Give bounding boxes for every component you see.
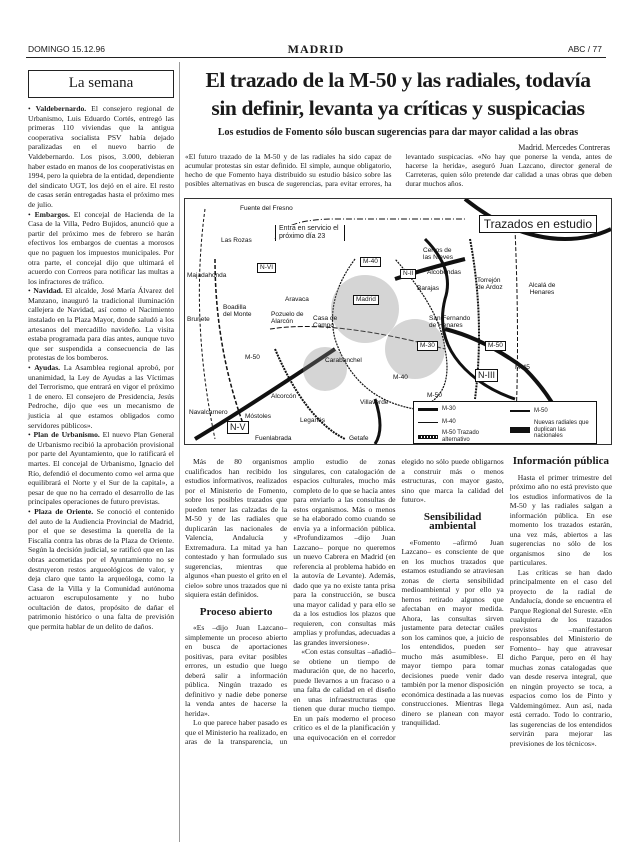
- issue-date: DOMINGO 15.12.96: [28, 44, 106, 54]
- brief-text: El nuevo Plan General de Urbanismo recibió la aprobación provisional por parte del Ayuntamiento, que lo ratificará el martes. El concejal de Urbanismo, Ignacio del Río, defendió el documento como «el arma que equilibrará el Norte y el Sur de la capital», a pesar de que no ha cerrado el desarrollo de las principales operaciones de futuro previstas.: [28, 430, 175, 507]
- brief-text: El consejero regional de Urbanismo, Luis Eduardo Cortés, entregó las primeras 110 viviendas que la antigua cooperativa socialista PSV había dejado paralizadas en el nuevo barrio de Valdebernardo. Los pisos, 3.000, debieran haber estado en manos de los cooperativistas en 1994, pero la quiebra de la entidad, dependiente del sindicato UGT, los dejó en el aire. El resto de casas serán entregadas hasta el próximo mes de julio.: [28, 104, 174, 209]
- column-divider: [179, 62, 180, 842]
- map-place-label: Boadilla del Monte: [223, 304, 252, 318]
- brief-lead: Plan de Urbanismo.: [33, 430, 100, 440]
- news-brief: • Plan de Urbanismo. El nuevo Plan General de Urbanismo recibió la aprobación provisional por parte del Ayuntamiento, que lo ratificará el martes. El concejal de Urbanismo, Ignacio del Río, defendió el documento como «el arma que equilibrará el Norte y el Sur de la capital», a pesar de que no ha cerrado el desarrollo de las principales operaciones de futuro previstas.: [28, 430, 175, 507]
- brief-lead: Plaza de Oriente.: [34, 506, 94, 516]
- road-badge: M-40: [360, 257, 381, 267]
- news-brief: • Ayudas. La Asamblea regional aprobó, por unanimidad, la Ley de Ayudas a las Víctimas del Terrorismo, que entrará en vigor el próximo 1 de enero. El consejero de Presidencia, Jesús Pedroche, dijo que «es un mecanismo de justicia al que estamos obligados como servidores públicos».: [28, 363, 175, 430]
- map-place-label: Móstoles: [245, 413, 272, 420]
- road-badge: M-30: [417, 341, 438, 351]
- legend-swatch: [510, 410, 530, 412]
- legend-label: Nuevas radiales que duplican las nacionales: [534, 420, 589, 439]
- paragraph: «Fomento –afirmó Juan Lazcano– es consciente de que en los muchos trazados que estamos estudiando se atraviesan zonas de cierta sensibilidad medioambiental y por ello ya hemos retirado algunos que afectaban en mayor medida. Ahora, las consultas sirven justamente para detectar cuáles son los caminos que, a juicio de los entendidos, pueden ser mucho más asumibles». El mayor tiempo para tomar decisiones puede venir dado también por la menor disposición económica destinada a las nuevas construcciones. Mientras llega dinero se planean con mayor tranquilidad.: [401, 537, 504, 727]
- brief-text: El alcalde, José María Álvarez del Manzano, inauguró la tradicional iluminación callejera de Navidad, así como el Nacimiento instalado en la Plaza Mayor, donde saludó a los artesanos del mercadillo navideño. La visita estaba programada para días antes, aunque tuvo que ser suspendida a consecuencia de las protestas de los bomberos.: [28, 286, 174, 363]
- map-place-label: Fuente del Fresno: [240, 205, 293, 212]
- route-map: [184, 198, 612, 445]
- legend-item: [418, 406, 456, 413]
- section-subhead: Proceso abierto: [199, 605, 273, 618]
- brief-text: El concejal de Hacienda de la Casa de la Villa, Pedro Bujidos, anunció que a partir del próximo mes de febrero se harán efectivos los embargos de cuentas a morosos que no paguen los impuestos municipales. Por otra parte, el concejal dijo que ultimará el acuerdo con Correos para notificar las multas a los infractores de tráfico.: [28, 209, 175, 286]
- paragraph: «Con estas consultas –añadió– se obtiene un tiempo de maduración que, de no hacerlo, puede llevarnos a un fracaso o a una falta de calidad en el diseño en unas infraestructuras que tienen que durar mucho tiempo. En un país moderno el proceso crítico es el de la planificación y una equivocación en el corredor elegido no sólo puede obligarnos a construir más o menos estructuras, con mayor gasto, sino que marca la calidad del futuro».: [293, 457, 504, 742]
- brief-lead: Valdebernardo.: [35, 104, 87, 113]
- legend-swatch: [510, 427, 530, 433]
- headline-line-1: El trazado de la M-50 y las radiales, todavía: [205, 68, 591, 92]
- road-badge: N-II: [400, 269, 416, 279]
- map-title: Trazados en estudio: [479, 215, 597, 233]
- map-place-label: Majadahonda: [187, 272, 227, 279]
- brief-lead: Navidad.: [33, 286, 63, 296]
- road-label: M-45: [515, 364, 530, 371]
- map-place-label: San Fernando de Henares: [429, 315, 471, 329]
- map-place-label: Alcorcón: [271, 393, 297, 400]
- brief-text: Se conoció el contenido del auto de la Audiencia Provincial de Madrid, por el que se desestima la querella de la Fiscalía contra las obras de la Plaza de Oriente. Según la decisión judicial, se ratificó que en las obras acometidas por el Ayuntamiento no se destruyeron restos arqueológicos de valor, y deja claro que tanto la arqueóloga, como la Casa de la Villa y la Comunidad autónoma actuaron escrupulosamente y no hubo ocultación de datos, propósito de dañar el patrimonio histórico o una falta de previsión que permita hablar de un delito de daños.: [28, 506, 174, 632]
- section-subhead: Sensibilidad ambiental: [423, 510, 482, 532]
- map-note: Entra en servicio el próximo día 23: [275, 225, 345, 241]
- legend-label: M-50 Trazado alternativo: [442, 430, 480, 443]
- headline: [184, 66, 612, 122]
- sidebar-title: La semana: [28, 70, 174, 98]
- map-place-label: Villaverde: [360, 399, 389, 406]
- paragraph: Lo que parece haber pasado es que el Ministerio ha realizado, en aras de la transparencia, un amplio estudio de zonas singulares, con catalogación de espacios culturales, mucho más completo de lo que se hacía antes para enviarlo a las consultas de estos organismos. Más o menos se ha elaborado como cuando se envía ya a información pública. «Profundizamos –dijo Juan Lazcano– porque no queremos un nuevo Cabrera en Madrid (en referencia al problema habido en la autovía de Levante). Además, dado que ya no existe tanta prisa para la construcción, se busca una mayor calidad y para ello se da a los estudios los plazos que requieren, con consultas más amplias y profundas, adecuadas a las grandes inversiones».: [185, 457, 396, 746]
- road-badge: N-III: [475, 369, 498, 382]
- map-place-label: Brunete: [187, 316, 210, 323]
- map-place-label: Navalcarnero: [189, 409, 228, 416]
- legend-swatch: [418, 435, 438, 439]
- map-place-label: Alcalá de Henares: [528, 282, 556, 296]
- news-brief: • Valdebernardo. El consejero regional de Urbanismo, Luis Eduardo Cortés, entregó las primeras 110 viviendas que la antigua cooperativa socialista PSV había dejado paralizadas en el nuevo barrio de Valdebernardo. Los pisos, 3.000, debieran haber estado en manos de los cooperativistas en 1994, pero la quiebra de la entidad, dependiente del sindicato UGT, los dejó en el aire. El resto de casas serán entregadas hasta el próximo mes de julio.: [28, 104, 174, 209]
- map-place-label: Las Rozas: [221, 237, 252, 244]
- legend-item: [510, 408, 548, 415]
- map-place-label: Casa de Campo: [313, 315, 338, 329]
- road-badge: M-50: [485, 341, 506, 351]
- map-place-label: Aravaca: [285, 296, 309, 303]
- byline: Madrid. Mercedes Contreras: [518, 143, 610, 152]
- sidebar-news-column: [28, 104, 174, 632]
- subheadline: Los estudios de Fomento sólo buscan sugerencias para dar mayor calidad a las obras: [217, 127, 579, 138]
- page-number: ABC / 77: [567, 44, 602, 54]
- map-place-label: Alcobendas: [427, 269, 461, 276]
- section-title: MADRID: [287, 42, 345, 56]
- map-place-label: Madrid: [353, 295, 379, 305]
- map-place-label: Cerros de las Nieves: [423, 247, 453, 261]
- map-legend: [413, 401, 597, 444]
- headline-line-2: sin definir, levanta ya críticas y suspicacias: [211, 96, 585, 120]
- brief-text: La Asamblea regional aprobó, por unanimidad, la Ley de Ayudas a las Víctimas del Terrorismo, que entrará en vigor el próximo 1 de enero. El consejero de Presidencia, Jesús Pedroche, dijo que «es un mecanismo de justicia al que estamos obligados como servidores públicos».: [28, 363, 175, 430]
- legend-label: M-40: [442, 419, 456, 425]
- legend-item: [510, 420, 594, 440]
- road-label: M-50: [427, 392, 442, 399]
- legend-swatch: [418, 408, 438, 411]
- brief-lead: Embargos.: [34, 209, 70, 219]
- legend-label: M-50: [534, 408, 548, 414]
- map-place-label: Carabanchel: [325, 357, 362, 364]
- map-place-label: Getafe: [349, 435, 369, 442]
- paragraph: Hasta el primer trimestre del próximo año no está previsto que los estudios informativos de la M-50 y las radiales salgan a información pública. En ese momento los trazados estarán, una vez más, abiertos a las sugerencias no sólo de los organismos sino de los particulares.: [509, 472, 612, 567]
- map-place-label: Pozuelo de Alarcón: [271, 311, 304, 325]
- page-header: [26, 44, 606, 58]
- paragraph: Más de 80 organismos cualificados han recibido los estudios informativos, realizados por el Ministerio de Fomento, sobre los posibles trazados que pueden tener las calzadas de la M-50 y de las radiales que duplicarán las nacionales de Valencia, Andalucía y Extremadura. La mitad ya han contestado y han formulado sus sugerencias, mientras que algunos «han puesto el grito en el cielo» sobre unos trazados que ni siquiera están definidos.: [185, 457, 288, 599]
- brief-lead: Ayudas.: [34, 363, 61, 373]
- news-brief: • Navidad. El alcalde, José María Álvarez del Manzano, inauguró la tradicional iluminación callejera de Navidad, así como el Nacimiento instalado en la Plaza Mayor, donde saludó a los artesanos del mercadillo navideño. La visita estaba programada para días antes, aunque tuvo que ser suspendida a consecuencia de las protestas de los bomberos.: [28, 286, 174, 363]
- article-intro: «El futuro trazado de la M-50 y de las radiales ha sido capaz de acumular protestas sin estar definido. El simple, aunque obligatorio, hecho de que Fomento haya distribuido su estudio básico sobre las posibles alternativas en busca de sugerencias, para evitar errores, ha levantado suspicacias. «No hay que ponerse la venda, antes de hacerse la herida», aseguró Juan Lazcano, director general de Carreteras, quien sólo pretende dar calidad a unas obras que deben durar muchos años.: [185, 152, 612, 188]
- section-subhead: Información pública: [512, 455, 609, 467]
- map-place-label: Fuenlabrada: [255, 435, 292, 442]
- road-label: M-50: [245, 354, 260, 361]
- legend-item: [418, 430, 508, 443]
- map-place-label: Leganés: [300, 417, 325, 424]
- paragraph: Las críticas se han dado principalmente en el caso del proyecto de la radial de Andalucía, donde se encuentra el Parque Regional del Sureste. «En cualquiera de los trazados previstos –manifestaron responsables del Ministerio de Fomento– hay que atravesar dicho Parque, pero en él hay muchas zonas catalogadas que van desde reserva integral, que en ningún proyecto se toca, a espacios como los de Pinto y Valdemingómez. Aun así, nada está cerrado. Todo lo contrario, las sugerencias de los entendidos servirán para mejorar las previsiones de los técnicos».: [509, 567, 612, 748]
- news-brief: • Embargos. El concejal de Hacienda de la Casa de la Villa, Pedro Bujidos, anunció que a partir del próximo mes de febrero se harán efectivos los embargos de cuentas a morosos que no paguen los impuestos municipales. Por otra parte, el concejal dijo que ultimará el acuerdo con Correos para notificar las multas a los infractores de tráfico.: [28, 209, 175, 286]
- news-brief: • Plaza de Oriente. Se conoció el contenido del auto de la Audiencia Provincial de Madrid, por el que se desestima la querella de la Fiscalía contra las obras de la Plaza de Oriente. Según la decisión judicial, se ratificó que en las obras acometidas por el Ayuntamiento no se destruyeron restos arqueológicos de valor, y deja claro que tanto la arqueóloga, como la Casa de la Villa y la Comunidad autónoma actuaron escrupulosamente y no hubo ocultación de datos, propósito de dañar el patrimonio histórico o una falta de previsión que permita hablar de un delito de daños.: [28, 506, 174, 632]
- legend-item: [418, 419, 456, 426]
- paragraph: «Es –dijo Juan Lazcano– simplemente un proceso abierto en busca de aportaciones positivas, para evitar posibles errores, un estudio que luego deberá salir a información pública. Ningún trazado es definitivo y nadie debe ponerse la venda antes de hacerse la herida».: [185, 623, 288, 718]
- article-body: [185, 457, 612, 748]
- legend-swatch: [418, 422, 438, 423]
- legend-label: M-30: [442, 406, 456, 412]
- map-place-label: Barajas: [417, 285, 440, 292]
- map-place-label: Torrejón de Ardoz: [477, 277, 503, 291]
- road-badge: N-VI: [257, 263, 276, 273]
- road-label: M-40: [393, 374, 408, 381]
- road-badge: N-V: [227, 421, 249, 434]
